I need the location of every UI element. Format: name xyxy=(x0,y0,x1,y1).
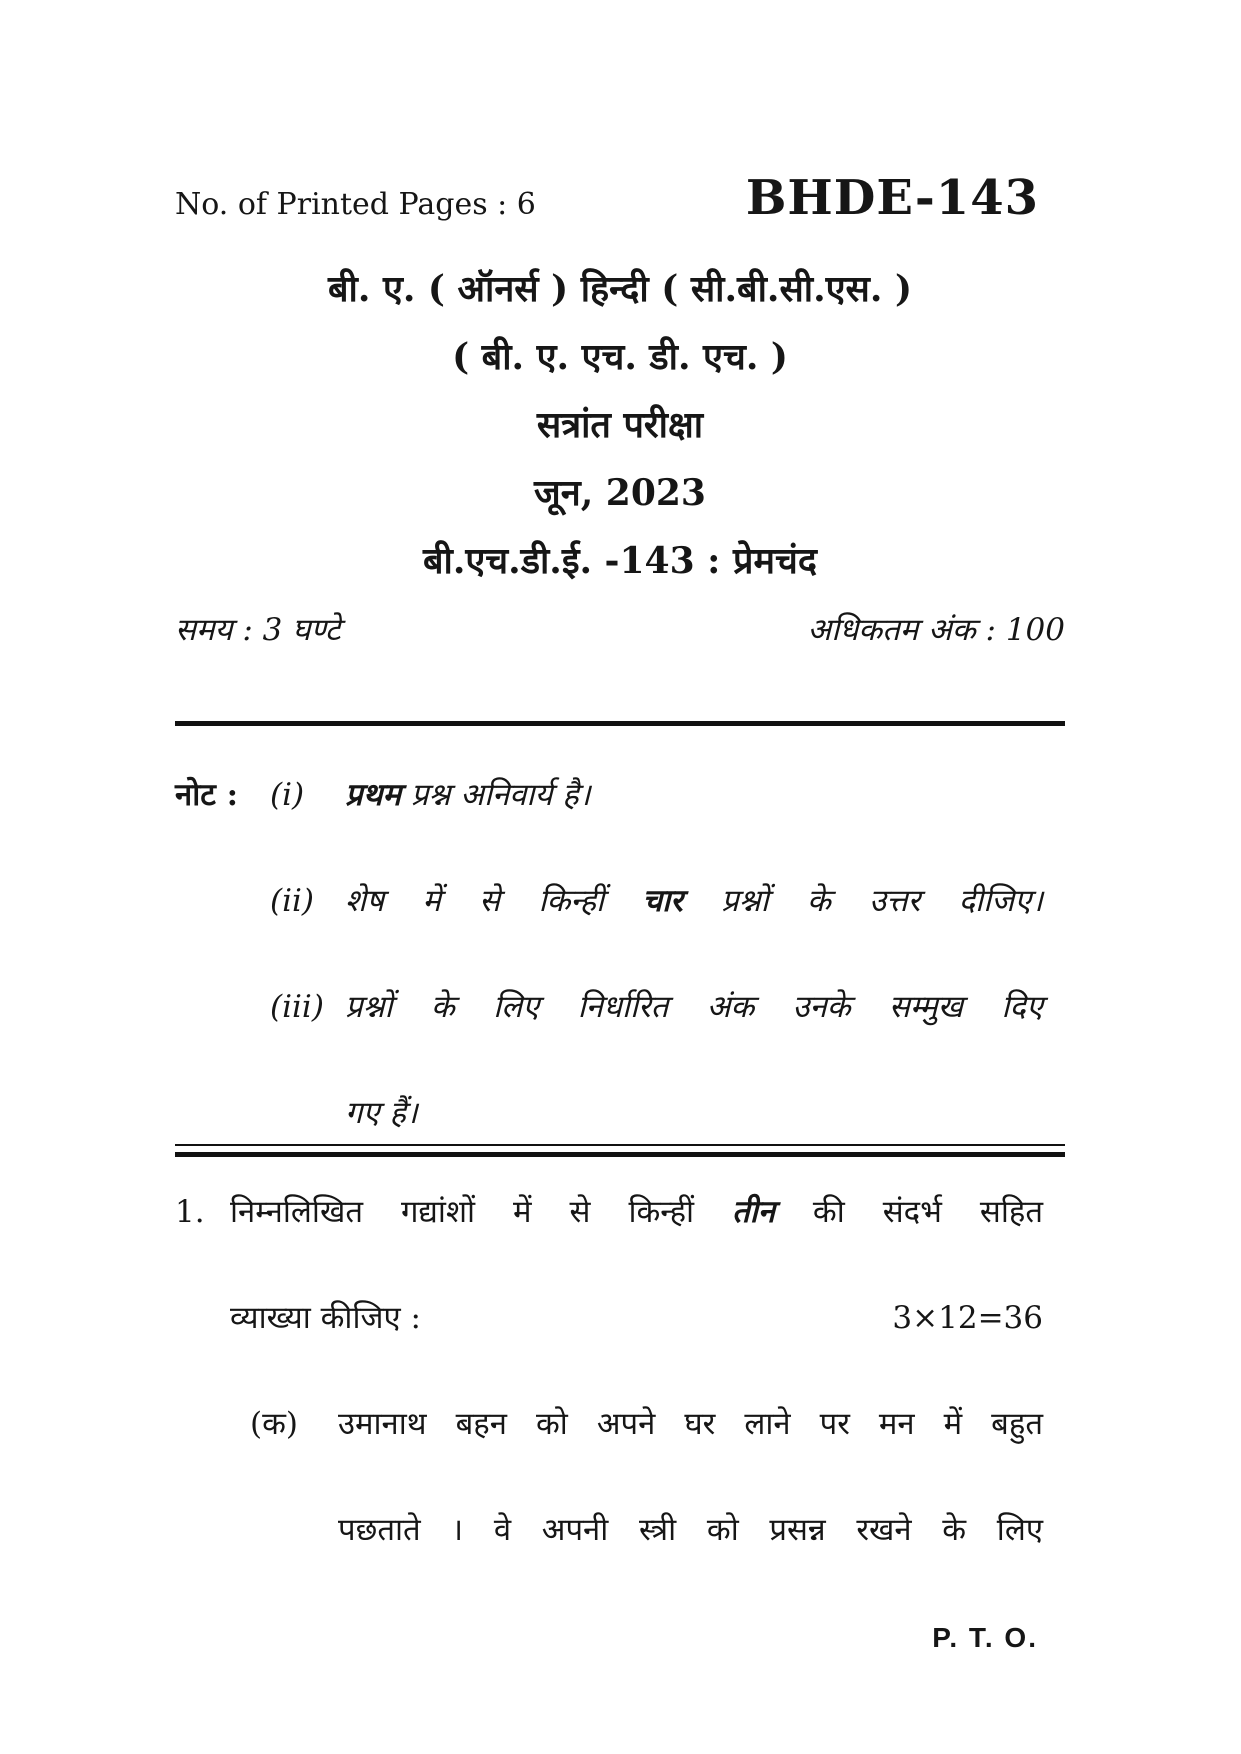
option-ka-line2: पछताते । वे अपनी स्त्री को प्रसन्न रखने के लिए xyxy=(338,1511,1043,1548)
indent-spacer xyxy=(175,984,270,1136)
question-1-option-ka xyxy=(250,1401,1065,1553)
instruction-item-3 xyxy=(175,984,1065,1136)
instruction-item-1 xyxy=(175,772,1065,818)
question-1-marks: 3×12=36 xyxy=(892,1299,1043,1336)
instruction-i-rest: प्रश्न अनिवार्य है। xyxy=(410,776,591,813)
option-ka-label: (क) xyxy=(250,1405,298,1442)
programme-title: बी. ए. ( ऑनर्स ) हिन्दी ( सी.बी.सी.एस. ) xyxy=(328,267,912,310)
maximum-marks: अधिकतम अंक : 100 xyxy=(807,611,1065,648)
divider-single xyxy=(175,721,1065,726)
exam-session: जून, 2023 xyxy=(534,471,706,514)
instruction-iii-line2: गए हैं। xyxy=(345,1094,418,1131)
question-1-line1-pre: निम्नलिखित गद्यांशों में से किन्हीं xyxy=(230,1193,695,1230)
instruction-text-ii xyxy=(345,878,1065,924)
option-ka-body xyxy=(338,1401,1065,1553)
instruction-number-i: (i) xyxy=(270,776,305,813)
instructions-section xyxy=(175,772,1065,1136)
instruction-text-iii xyxy=(345,984,1065,1136)
instruction-number-ii: (ii) xyxy=(270,882,315,919)
page-turn-over-note: P. T. O. xyxy=(932,1622,1038,1653)
course-title: बी.एच.डी.ई. -143 : प्रेमचंद xyxy=(422,539,817,582)
question-number: 1. xyxy=(175,1193,205,1230)
time-allowed: समय : 3 घण्टे xyxy=(175,611,341,648)
instruction-iii-line1: प्रश्नों के लिए निर्धारित अंक उनके सम्मुख दिए xyxy=(345,988,1043,1025)
option-ka-line1: उमानाथ बहन को अपने घर लाने पर मन में बहुत xyxy=(338,1405,1043,1442)
emphasis-chaar: चार xyxy=(642,882,683,919)
instruction-ii-post: प्रश्नों के उत्तर दीजिए। xyxy=(721,882,1043,919)
note-label: नोट : xyxy=(175,776,239,813)
instruction-number-iii: (iii) xyxy=(270,988,324,1025)
programme-abbreviation: ( बी. ए. एच. डी. एच. ) xyxy=(452,335,788,378)
printed-pages-note: No. of Printed Pages : 6 xyxy=(175,187,536,222)
page-header xyxy=(175,172,1065,225)
time-marks-row xyxy=(175,607,1065,653)
emphasis-pratham: प्रथम xyxy=(345,776,401,813)
instruction-text-i xyxy=(345,772,1065,818)
indent-spacer xyxy=(175,878,270,924)
instruction-item-2 xyxy=(175,878,1065,924)
divider-double xyxy=(175,1144,1065,1157)
paper-code: BHDE-143 xyxy=(745,170,1039,226)
question-1-line1 xyxy=(230,1189,1043,1235)
exam-type: सत्रांत परीक्षा xyxy=(536,403,704,446)
question-1-instruction: व्याख्या कीजिए : xyxy=(230,1299,421,1336)
emphasis-teen: तीन xyxy=(732,1193,775,1230)
question-1 xyxy=(175,1189,1065,1341)
instruction-ii-pre: शेष में से किन्हीं xyxy=(345,882,605,919)
question-1-line2 xyxy=(230,1295,1043,1341)
question-1-line1-post: की संदर्भ सहित xyxy=(812,1193,1043,1230)
question-1-body xyxy=(230,1189,1065,1341)
title-block xyxy=(175,267,1065,583)
